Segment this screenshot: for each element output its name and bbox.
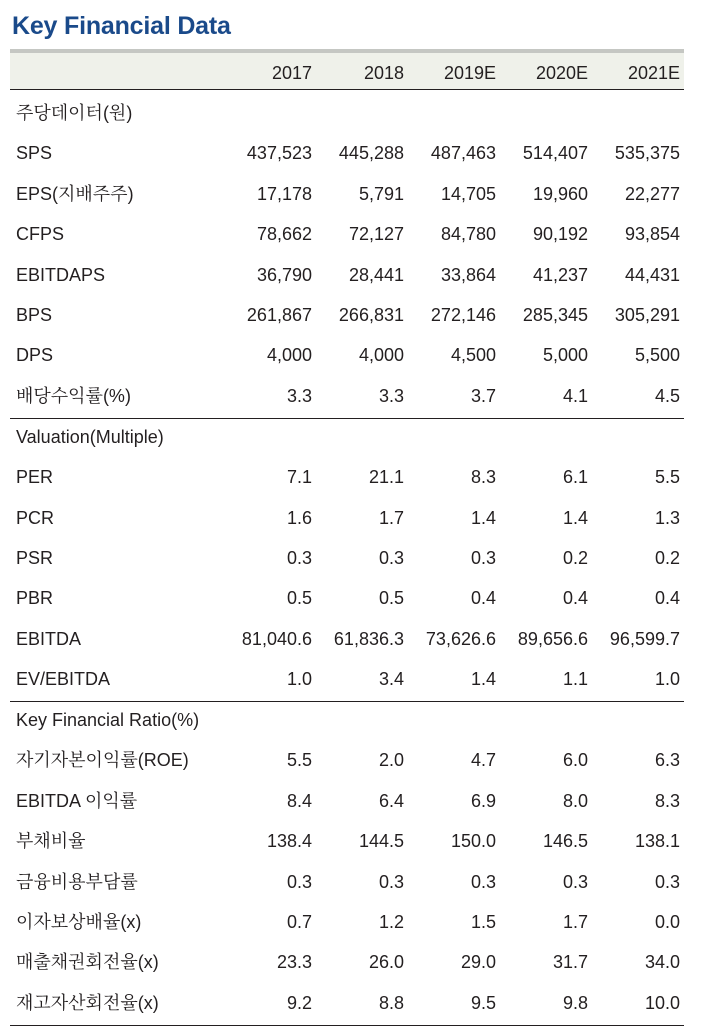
section-rule (10, 1025, 684, 1026)
table-cell: 26.0 (368, 952, 404, 973)
table-cell: 14,705 (440, 183, 496, 204)
table-cell: 44,431 (624, 264, 680, 285)
table-cell: 72,127 (348, 224, 404, 245)
table-cell: 8.0 (562, 790, 588, 811)
table-cell: 1.7 (562, 912, 588, 932)
table-cell: 6.1 (562, 467, 588, 488)
row-label: CFPS (16, 224, 65, 245)
table-cell: 0.3 (286, 547, 312, 568)
table-cell: 6.3 (654, 750, 680, 771)
table-cell: 138.1 (634, 831, 680, 852)
table-cell: 81,040.6 (241, 628, 312, 649)
table-cell: 0.3 (378, 547, 404, 568)
table-cell: 272,146 (430, 305, 496, 325)
table-cell: 0.3 (470, 871, 496, 892)
table-row (10, 578, 684, 618)
table-cell: 5.5 (654, 467, 680, 488)
column-header: 2019E (443, 63, 496, 83)
row-label: EV/EBITDA (16, 669, 111, 690)
row-label: 자기자본이익률(ROE) (16, 750, 189, 771)
table-row (10, 902, 684, 942)
table-cell: 1.6 (286, 507, 312, 528)
table-cell: 36,790 (256, 264, 312, 285)
table-row (10, 295, 684, 335)
table-cell: 1.1 (562, 669, 588, 690)
table-cell: 4,000 (358, 345, 404, 366)
table-cell: 84,780 (440, 224, 496, 245)
table-cell: 6.9 (470, 790, 496, 811)
table-cell: 6.4 (378, 790, 404, 811)
table-cell: 89,656.6 (517, 628, 588, 649)
table-row (10, 457, 684, 497)
table-cell: 3.3 (286, 385, 312, 406)
table-cell: 0.7 (286, 912, 312, 932)
column-header: 2020E (535, 63, 588, 83)
table-cell: 5,500 (634, 345, 680, 366)
row-label: PBR (16, 588, 54, 609)
table-row (10, 619, 684, 659)
table-cell: 96,599.7 (609, 628, 680, 649)
table-cell: 0.4 (562, 588, 588, 609)
row-label: EBITDAPS (16, 264, 106, 285)
table-cell: 61,836.3 (333, 628, 404, 649)
table-cell: 3.7 (470, 385, 496, 406)
table-cell: 487,463 (430, 143, 496, 164)
header-bottom-rule (10, 89, 684, 90)
table-cell: 261,867 (246, 305, 312, 325)
table-cell: 28,441 (348, 264, 404, 285)
table-cell: 0.5 (286, 588, 312, 609)
table-cell: 0.0 (654, 912, 680, 932)
row-label: PCR (16, 507, 55, 528)
table-row (10, 498, 684, 538)
table-cell: 9.2 (286, 992, 312, 1013)
table-cell: 78,662 (256, 224, 312, 245)
row-label: 금융비용부담률 (16, 871, 138, 892)
column-header: 2018 (363, 63, 404, 83)
column-header: 2017 (271, 63, 312, 83)
table-cell: 4.1 (562, 385, 588, 406)
table-cell: 5.5 (286, 750, 312, 771)
table-row (10, 781, 684, 821)
table-cell: 31.7 (552, 952, 588, 973)
row-label: 재고자산회전율(x) (16, 992, 159, 1013)
table-cell: 445,288 (338, 143, 404, 164)
table-cell: 90,192 (532, 224, 588, 245)
table-row (10, 538, 684, 578)
table-cell: 1.4 (562, 507, 588, 528)
table-cell: 1.4 (470, 507, 496, 528)
table-cell: 5,791 (358, 183, 404, 204)
table-cell: 266,831 (338, 305, 404, 325)
section-heading-row (10, 700, 684, 740)
row-label: EBITDA 이익률 (16, 790, 138, 811)
table-cell: 0.2 (654, 547, 680, 568)
table-row (10, 133, 684, 173)
table-cell: 0.3 (470, 547, 496, 568)
table-row (10, 942, 684, 982)
table-row (10, 255, 684, 295)
table-cell: 0.3 (286, 871, 312, 892)
row-label: DPS (16, 345, 54, 366)
row-label: PER (16, 467, 54, 488)
table-cell: 3.3 (378, 385, 404, 406)
table-cell: 285,345 (522, 305, 588, 325)
table-cell: 0.3 (654, 871, 680, 892)
table-row (10, 862, 684, 902)
table-row (10, 214, 684, 254)
table-cell: 8.3 (470, 467, 496, 488)
table-cell: 19,960 (532, 183, 588, 204)
table-cell: 0.3 (378, 871, 404, 892)
table-cell: 4,000 (266, 345, 312, 366)
row-label: EBITDA (16, 628, 82, 649)
table-cell: 1.0 (654, 669, 680, 690)
section-heading: Key Financial Ratio(%) (16, 710, 200, 730)
section-heading: Valuation(Multiple) (16, 426, 164, 447)
table-cell: 4.7 (470, 750, 496, 771)
table-cell: 41,237 (532, 264, 588, 285)
row-label: 배당수익률(%) (16, 385, 131, 406)
row-label: 부채비율 (16, 831, 86, 852)
table-cell: 0.4 (470, 588, 496, 609)
table-row (10, 821, 684, 861)
section-heading-row (10, 417, 684, 457)
table-cell: 1.7 (378, 507, 404, 528)
table-row (10, 174, 684, 214)
section-heading: 주당데이터(원) (16, 103, 133, 123)
table-cell: 8.4 (286, 790, 312, 811)
row-label: SPS (16, 143, 53, 164)
table-cell: 138.4 (266, 831, 312, 852)
table-row (10, 659, 684, 699)
table-cell: 0.3 (562, 871, 588, 892)
table-cell: 1.0 (286, 669, 312, 690)
table-cell: 9.8 (562, 992, 588, 1013)
table-row (10, 740, 684, 780)
table-row (10, 983, 684, 1023)
page-title: Key Financial Data (12, 12, 231, 40)
row-label: 매출채권회전율(x) (16, 952, 159, 973)
table-cell: 1.3 (654, 507, 680, 528)
table-cell: 146.5 (542, 831, 588, 852)
table-cell: 34.0 (644, 952, 680, 973)
table-cell: 5,000 (542, 345, 588, 366)
table-row (10, 376, 684, 416)
table-cell: 6.0 (562, 750, 588, 771)
table-cell: 7.1 (286, 467, 312, 488)
table-cell: 22,277 (624, 183, 680, 204)
table-cell: 1.2 (378, 912, 404, 932)
table-row (10, 335, 684, 375)
table-cell: 0.2 (562, 547, 588, 568)
table-cell: 8.8 (378, 992, 404, 1013)
table-cell: 1.4 (470, 669, 496, 690)
table-cell: 21.1 (368, 467, 404, 488)
table-cell: 144.5 (358, 831, 404, 852)
table-cell: 93,854 (624, 224, 680, 245)
table-cell: 23.3 (276, 952, 312, 973)
row-label: 이자보상배율(x) (16, 912, 142, 932)
column-header: 2021E (627, 63, 680, 83)
table-cell: 2.0 (378, 750, 404, 771)
table-cell: 10.0 (644, 992, 680, 1013)
row-label: PSR (16, 547, 54, 568)
table-cell: 3.4 (378, 669, 404, 690)
table-cell: 1.5 (470, 912, 496, 932)
table-cell: 514,407 (522, 143, 588, 164)
table-cell: 305,291 (614, 305, 680, 325)
table-cell: 437,523 (246, 143, 312, 164)
table-cell: 150.0 (450, 831, 496, 852)
row-label: BPS (16, 305, 53, 325)
table-cell: 535,375 (614, 143, 680, 164)
table-cell: 8.3 (654, 790, 680, 811)
table-cell: 33,864 (440, 264, 496, 285)
table-cell: 4.5 (654, 385, 680, 406)
table-cell: 17,178 (256, 183, 312, 204)
column-header-row (10, 53, 684, 93)
table-cell: 4,500 (450, 345, 496, 366)
row-label: EPS(지배주주) (16, 183, 134, 204)
table-cell: 0.4 (654, 588, 680, 609)
table-cell: 0.5 (378, 588, 404, 609)
table-cell: 73,626.6 (425, 628, 496, 649)
section-heading-row (10, 93, 684, 133)
table-cell: 9.5 (470, 992, 496, 1013)
table-cell: 29.0 (460, 952, 496, 973)
